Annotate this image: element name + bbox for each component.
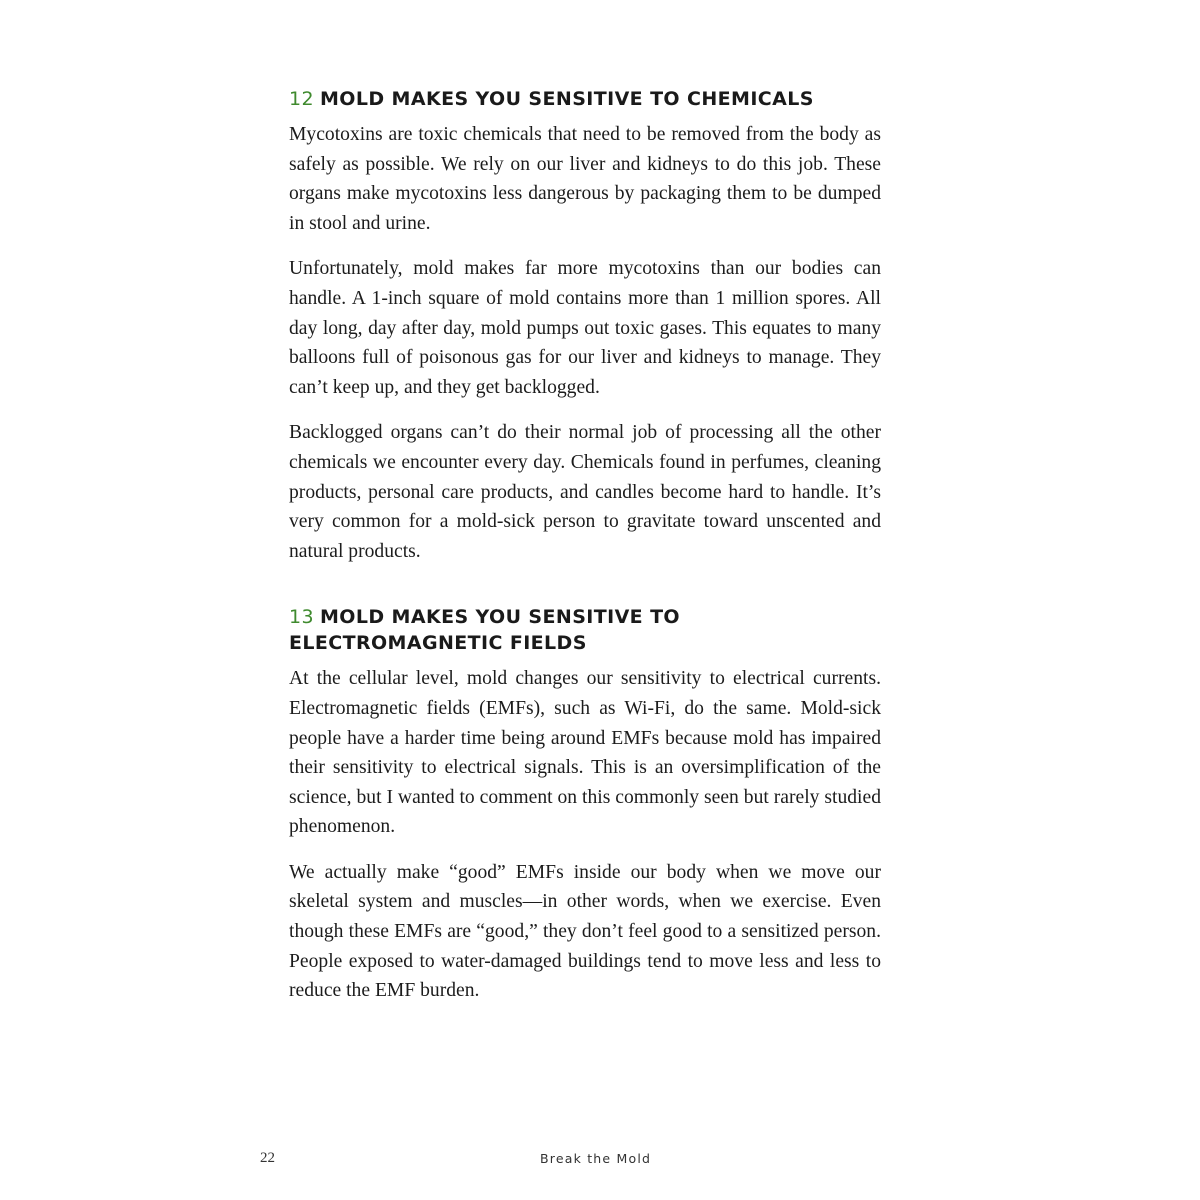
paragraph: At the cellular level, mold changes our sensitivity to electrical currents. Electromagnetic fields (EMFs), such as Wi-Fi, do the same. Mold-sick people have a harder time being around EMFs because mold has impaired their sensitivity to electrical signals. This is an oversimplification of the science, but I wanted to comment on this commonly seen but rarely studied phenomenon. xyxy=(289,668,881,838)
section-number: 12 xyxy=(289,88,314,110)
section-12 xyxy=(289,86,881,566)
section-title: MOLD MAKES YOU SENSITIVE TO CHEMICALS xyxy=(319,88,814,110)
section-heading xyxy=(289,604,881,656)
page-footer xyxy=(0,1150,1200,1170)
section-title: MOLD MAKES YOU SENSITIVE TO ELECTROMAGNETIC FIELDS xyxy=(289,606,680,655)
page-number: 22 xyxy=(260,1150,275,1166)
section-13 xyxy=(289,604,881,1006)
section-number: 13 xyxy=(289,606,314,629)
paragraph: Backlogged organs can’t do their normal job of processing all the other chemicals we encounter every day. Chemicals found in perfumes, cleaning products, personal care products, and candles become hard to handle. It’s very common for a mold-sick person to gravitate toward unscented and natural products. xyxy=(289,422,881,562)
paragraph: Mycotoxins are toxic chemicals that need to be removed from the body as safely as possible. We rely on our liver and kidneys to do this job. These organs make mycotoxins less dangerous by packaging them to be dumped in stool and urine. xyxy=(289,124,881,234)
page-content xyxy=(289,86,881,1022)
paragraph: We actually make “good” EMFs inside our body when we move our skeletal system and muscles—in other words, when we exercise. Even though these EMFs are “good,” they don’t feel good to a sensitized person. People exposed to water-damaged buildings tend to move less and less to reduce the EMF burden. xyxy=(289,861,881,1002)
section-heading xyxy=(289,86,881,112)
running-title: Break the Mold xyxy=(540,1151,652,1166)
paragraph: Unfortunately, mold makes far more mycotoxins than our bodies can handle. A 1-inch square of mold contains more than 1 million spores. All day long, day after day, mold pumps out toxic gases. This equates to many balloons full of poisonous gas for our liver and kidneys to manage. They can’t keep up, and they get backlogged. xyxy=(289,258,881,398)
